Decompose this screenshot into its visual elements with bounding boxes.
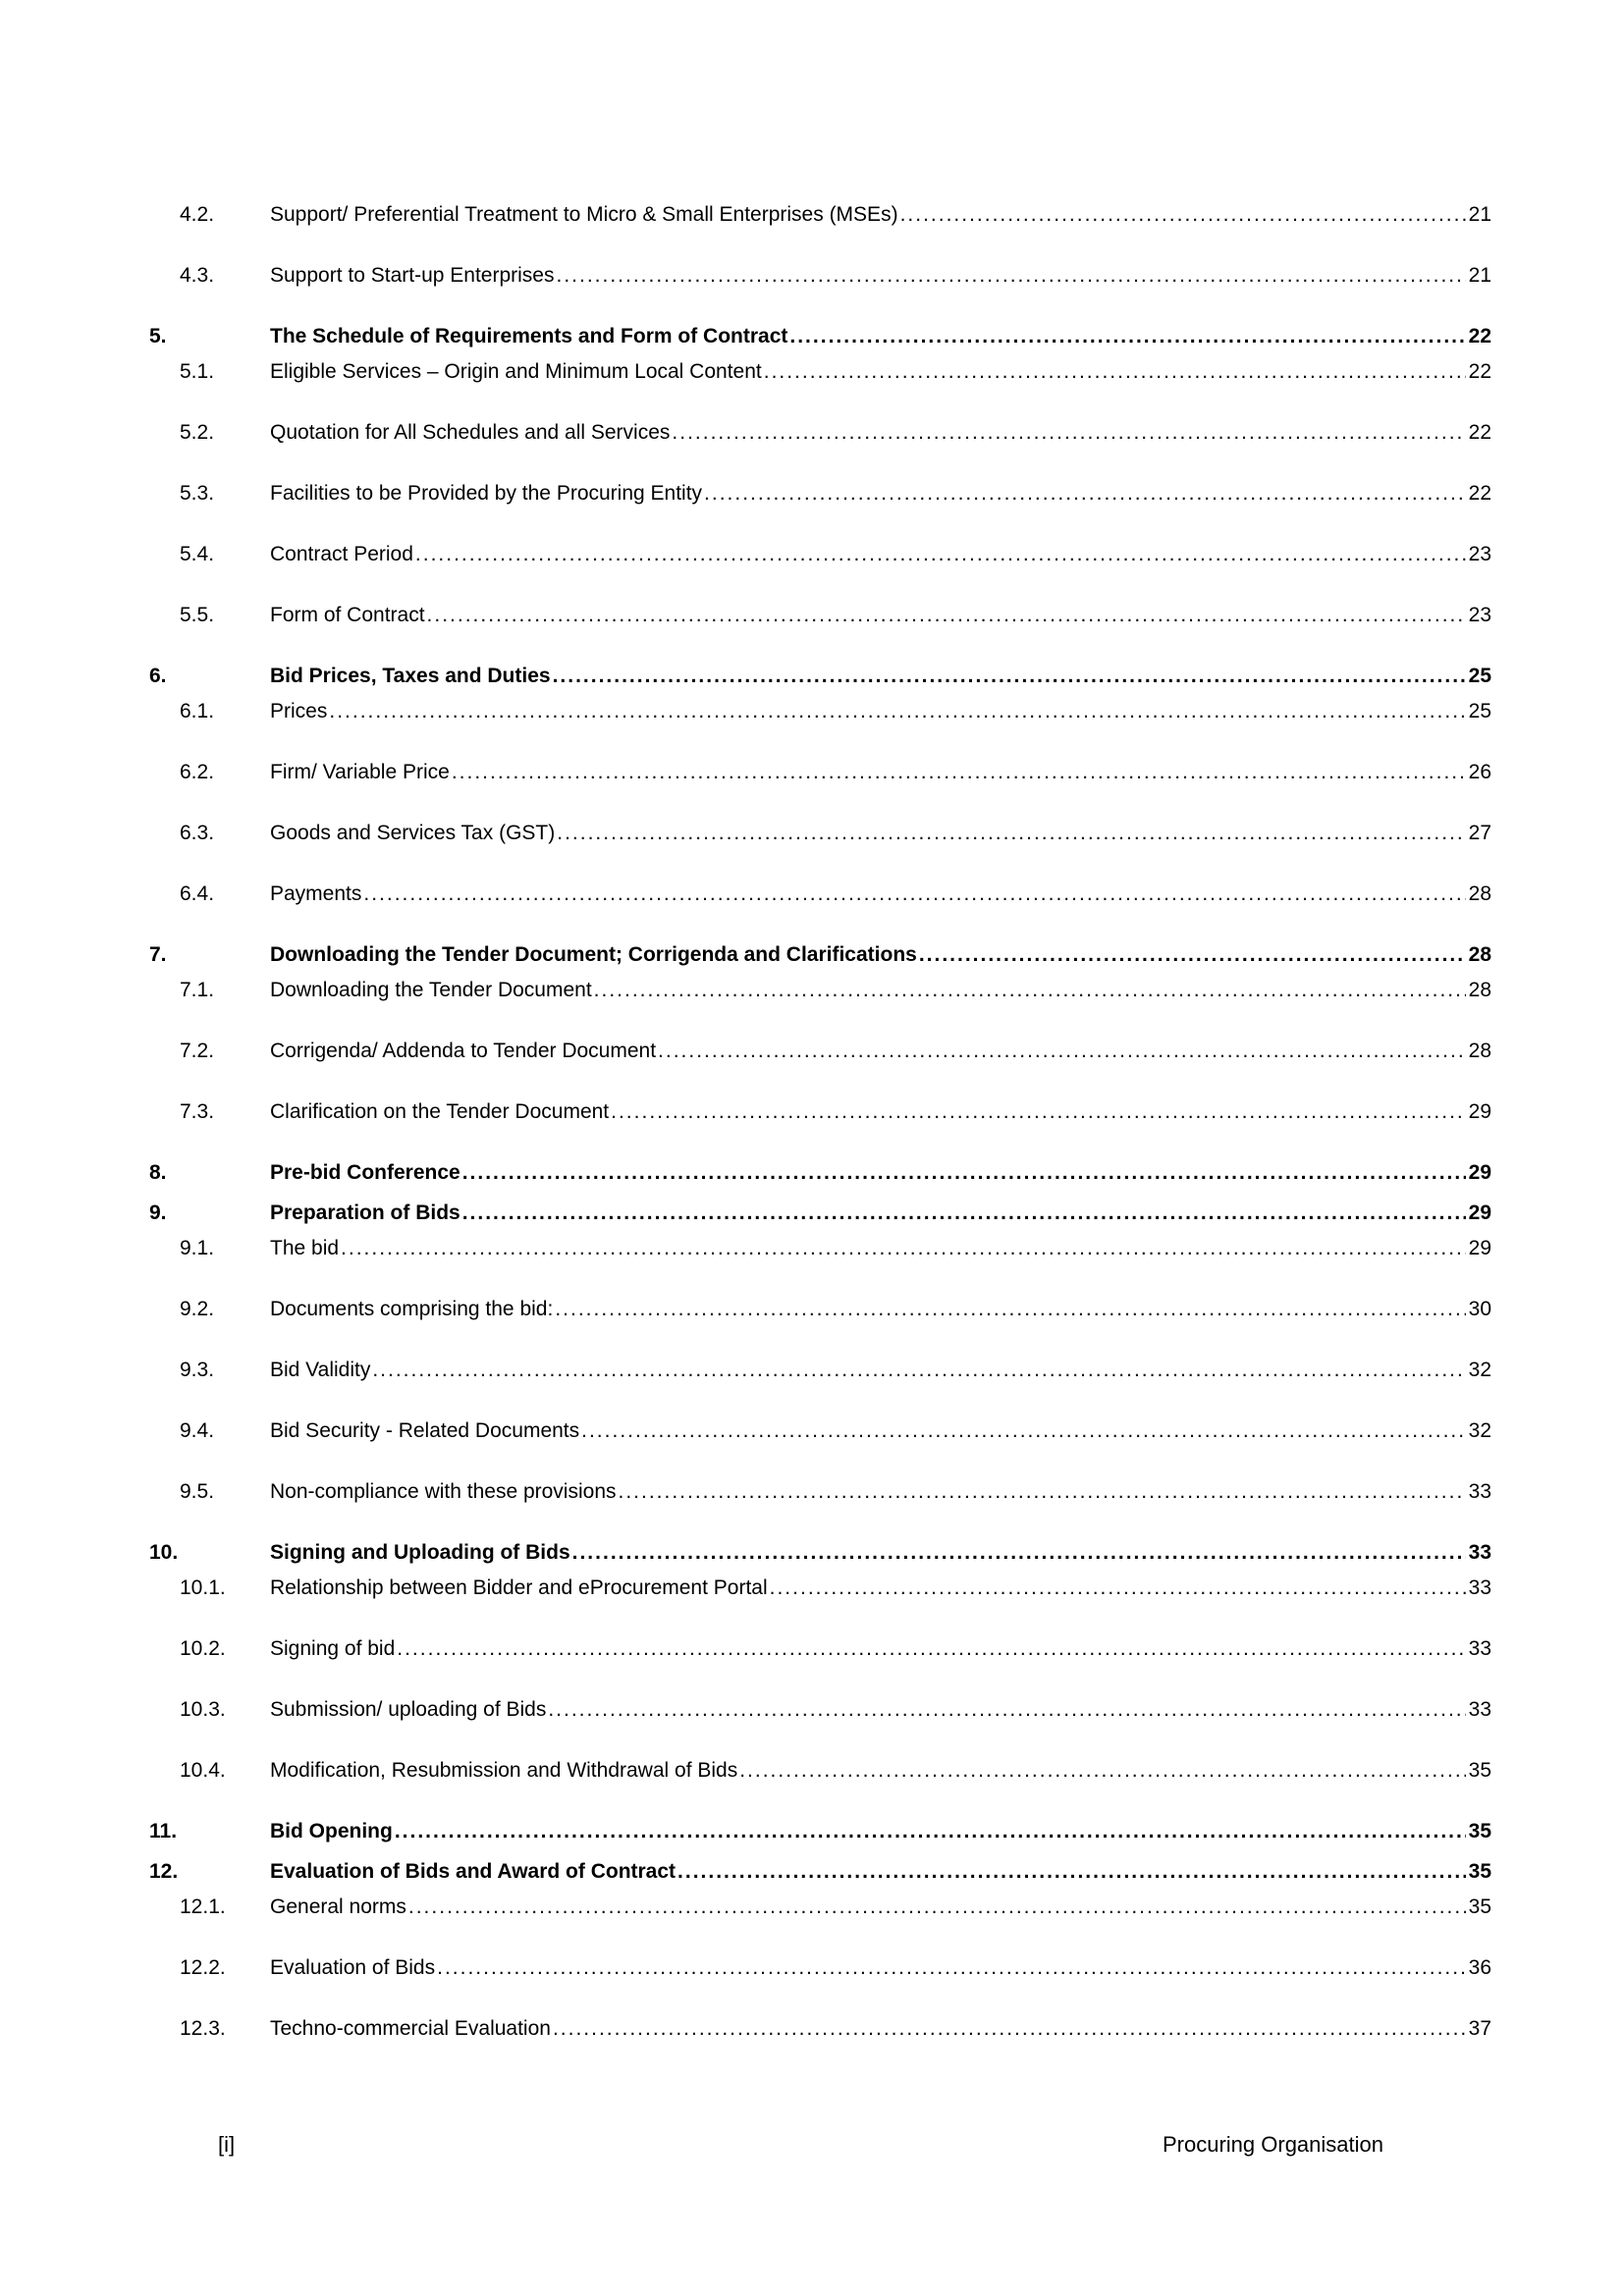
toc-page-number: 28 <box>1468 943 1491 966</box>
toc <box>149 203 1491 2078</box>
toc-entry-title: Pre-bid Conference <box>270 1161 460 1184</box>
toc-leader-dots <box>570 1541 1466 1565</box>
toc-leader-dots <box>555 822 1465 845</box>
toc-row <box>149 1359 1491 1382</box>
toc-row <box>149 325 1491 348</box>
toc-entry-number: 10.2. <box>180 1637 226 1660</box>
toc-entry-title: Clarification on the Tender Document <box>270 1100 610 1123</box>
toc-row <box>149 979 1491 1002</box>
toc-entry-title: Firm/ Variable Price <box>270 761 450 783</box>
toc-row <box>149 1201 1491 1225</box>
toc-row <box>149 1759 1491 1783</box>
toc-entry-title: Corrigenda/ Addenda to Tender Document <box>270 1040 657 1062</box>
toc-entry-number: 9.4. <box>180 1419 215 1442</box>
footer-page-label: [i] <box>218 2132 236 2157</box>
toc-row <box>149 604 1491 627</box>
toc-leader-dots <box>450 761 1466 784</box>
toc-row <box>149 1298 1491 1321</box>
toc-page-number: 29 <box>1468 1161 1491 1184</box>
toc-leader-dots <box>898 203 1466 227</box>
toc-entry-number: 4.3. <box>180 264 215 287</box>
toc-row <box>149 1896 1491 1919</box>
toc-page-number: 33 <box>1468 1480 1491 1503</box>
toc-entry-number: 9.1. <box>180 1237 215 1259</box>
toc-entry-number: 9. <box>149 1201 167 1224</box>
toc-entry-title: The Schedule of Requirements and Form of Contract <box>270 325 788 347</box>
toc-row <box>149 1576 1491 1600</box>
toc-entry-title: Downloading the Tender Document <box>270 979 592 1001</box>
toc-row <box>149 264 1491 288</box>
toc-row <box>149 1637 1491 1661</box>
toc-page-number: 35 <box>1468 1896 1491 1918</box>
toc-row <box>149 665 1491 688</box>
toc-entry-number: 11. <box>149 1820 178 1842</box>
toc-entry-title: Support to Start-up Enterprises <box>270 264 555 287</box>
toc-entry-number: 5.5. <box>180 604 215 626</box>
toc-entry-number: 8. <box>149 1161 167 1184</box>
toc-entry-number: 9.5. <box>180 1480 215 1503</box>
toc-entry-title: Preparation of Bids <box>270 1201 460 1224</box>
toc-entry-number: 5.2. <box>180 421 215 444</box>
toc-entry-title: Support/ Preferential Treatment to Micro & Small Enterprises (MSEs) <box>270 203 898 226</box>
toc-leader-dots <box>787 325 1465 348</box>
toc-leader-dots <box>609 1100 1466 1124</box>
toc-row <box>149 1820 1491 1843</box>
toc-leader-dots <box>551 665 1466 688</box>
toc-entry-title: Bid Prices, Taxes and Duties <box>270 665 551 687</box>
toc-entry-title: The bid <box>270 1237 340 1259</box>
toc-row <box>149 1040 1491 1063</box>
toc-leader-dots <box>551 2017 1466 2041</box>
toc-row <box>149 203 1491 227</box>
toc-row <box>149 360 1491 384</box>
toc-page-number: 33 <box>1468 1541 1491 1564</box>
toc-page-number: 23 <box>1468 543 1491 565</box>
toc-entry-title: Facilities to be Provided by the Procuring Entity <box>270 482 703 505</box>
toc-leader-dots <box>617 1480 1466 1504</box>
toc-leader-dots <box>370 1359 1465 1382</box>
toc-entry-number: 9.3. <box>180 1359 215 1381</box>
toc-row <box>149 1480 1491 1504</box>
toc-page-number: 25 <box>1468 665 1491 687</box>
toc-entry-title: Bid Security - Related Documents <box>270 1419 580 1442</box>
toc-entry-title: Bid Validity <box>270 1359 371 1381</box>
toc-leader-dots <box>339 1237 1466 1260</box>
toc-entry-title: Non-compliance with these provisions <box>270 1480 617 1503</box>
toc-page-number: 22 <box>1468 421 1491 444</box>
toc-page-number: 21 <box>1468 203 1491 226</box>
toc-page-number: 21 <box>1468 264 1491 287</box>
toc-entry-number: 10. <box>149 1541 179 1564</box>
toc-page-number: 26 <box>1468 761 1491 783</box>
toc-row <box>149 1541 1491 1565</box>
toc-entry-title: Contract Period <box>270 543 413 565</box>
toc-leader-dots <box>917 943 1466 967</box>
toc-entry-number: 10.4. <box>180 1759 226 1782</box>
toc-leader-dots <box>327 700 1465 723</box>
toc-page-number: 33 <box>1468 1576 1491 1599</box>
toc-entry-title: Signing and Uploading of Bids <box>270 1541 570 1564</box>
toc-leader-dots <box>768 1576 1466 1600</box>
toc-entry-title: General norms <box>270 1896 406 1918</box>
toc-entry-number: 7. <box>149 943 167 966</box>
toc-page-number: 37 <box>1468 2017 1491 2040</box>
toc-row <box>149 1237 1491 1260</box>
toc-entry-title: Submission/ uploading of Bids <box>270 1698 547 1721</box>
toc-entry-title: Goods and Services Tax (GST) <box>270 822 556 844</box>
toc-entry-number: 5.1. <box>180 360 215 383</box>
toc-row <box>149 761 1491 784</box>
toc-entry-title: Payments <box>270 882 362 905</box>
toc-entry-number: 5.3. <box>180 482 215 505</box>
toc-row <box>149 1698 1491 1722</box>
toc-row <box>149 421 1491 445</box>
toc-leader-dots <box>553 1298 1465 1321</box>
toc-entry-title: Eligible Services – Origin and Minimum Local Content <box>270 360 762 383</box>
toc-entry-number: 7.1. <box>180 979 215 1001</box>
toc-page-number: 33 <box>1468 1637 1491 1660</box>
toc-leader-dots <box>554 264 1465 288</box>
toc-page-number: 32 <box>1468 1419 1491 1442</box>
toc-leader-dots <box>702 482 1466 506</box>
toc-leader-dots <box>393 1820 1466 1843</box>
toc-leader-dots <box>361 882 1465 906</box>
toc-page-number: 36 <box>1468 1956 1491 1979</box>
toc-page-number: 32 <box>1468 1359 1491 1381</box>
footer-organisation-name: Procuring Organisation <box>1162 2132 1383 2157</box>
toc-entry-title: Techno-commercial Evaluation <box>270 2017 551 2040</box>
toc-page-number: 35 <box>1468 1759 1491 1782</box>
toc-entry-number: 12. <box>149 1860 179 1883</box>
toc-leader-dots <box>460 1161 1466 1185</box>
toc-leader-dots <box>460 1201 1466 1225</box>
toc-entry-number: 7.2. <box>180 1040 215 1062</box>
toc-entry-title: Prices <box>270 700 328 722</box>
toc-page-number: 28 <box>1468 979 1491 1001</box>
toc-entry-title: Evaluation of Bids <box>270 1956 436 1979</box>
toc-entry-title: Relationship between Bidder and eProcurement Portal <box>270 1576 768 1599</box>
toc-entry-title: Evaluation of Bids and Award of Contract <box>270 1860 677 1883</box>
toc-page-number: 22 <box>1468 360 1491 383</box>
toc-leader-dots <box>395 1637 1465 1661</box>
toc-entry-number: 6.4. <box>180 882 215 905</box>
toc-row <box>149 543 1491 566</box>
toc-leader-dots <box>413 543 1466 566</box>
toc-row <box>149 482 1491 506</box>
toc-leader-dots <box>592 979 1466 1002</box>
toc-row <box>149 1100 1491 1124</box>
toc-page-number: 30 <box>1468 1298 1491 1320</box>
toc-leader-dots <box>762 360 1466 384</box>
toc-leader-dots <box>579 1419 1466 1443</box>
toc-row <box>149 822 1491 845</box>
toc-page-number: 23 <box>1468 604 1491 626</box>
toc-entry-title: Modification, Resubmission and Withdrawal of Bids <box>270 1759 738 1782</box>
toc-leader-dots <box>656 1040 1466 1063</box>
toc-entry-number: 5. <box>149 325 167 347</box>
toc-page-number: 29 <box>1468 1237 1491 1259</box>
toc-entry-number: 5.4. <box>180 543 215 565</box>
toc-leader-dots <box>425 604 1466 627</box>
toc-entry-number: 6.1. <box>180 700 215 722</box>
toc-row <box>149 700 1491 723</box>
toc-entry-title: Quotation for All Schedules and all Services <box>270 421 671 444</box>
toc-entry-number: 7.3. <box>180 1100 215 1123</box>
toc-page-number: 33 <box>1468 1698 1491 1721</box>
toc-leader-dots <box>737 1759 1465 1783</box>
toc-page-number: 35 <box>1468 1820 1491 1842</box>
toc-entry-title: Downloading the Tender Document; Corrigenda and Clarifications <box>270 943 917 966</box>
toc-entry-number: 12.2. <box>180 1956 226 1979</box>
toc-page-number: 22 <box>1468 325 1491 347</box>
toc-entry-number: 6.3. <box>180 822 215 844</box>
toc-page-number: 29 <box>1468 1201 1491 1224</box>
toc-row <box>149 1860 1491 1884</box>
toc-entry-number: 4.2. <box>180 203 215 226</box>
toc-entry-title: Bid Opening <box>270 1820 393 1842</box>
toc-row <box>149 1956 1491 1980</box>
toc-row <box>149 2017 1491 2041</box>
toc-page-number: 35 <box>1468 1860 1491 1883</box>
toc-leader-dots <box>406 1896 1466 1919</box>
toc-row <box>149 943 1491 967</box>
toc-row <box>149 882 1491 906</box>
toc-leader-dots <box>435 1956 1466 1980</box>
toc-entry-number: 6.2. <box>180 761 215 783</box>
toc-leader-dots <box>546 1698 1465 1722</box>
toc-entry-number: 12.3. <box>180 2017 226 2040</box>
toc-entry-number: 10.1. <box>180 1576 226 1599</box>
toc-leader-dots <box>670 421 1465 445</box>
toc-entry-number: 10.3. <box>180 1698 226 1721</box>
toc-page-number: 25 <box>1468 700 1491 722</box>
toc-entry-number: 9.2. <box>180 1298 215 1320</box>
toc-page-number: 28 <box>1468 1040 1491 1062</box>
toc-entry-title: Documents comprising the bid: <box>270 1298 554 1320</box>
toc-page-number: 22 <box>1468 482 1491 505</box>
toc-entry-number: 6. <box>149 665 167 687</box>
toc-page-number: 29 <box>1468 1100 1491 1123</box>
toc-entry-number: 12.1. <box>180 1896 226 1918</box>
toc-row <box>149 1161 1491 1185</box>
toc-page-number: 28 <box>1468 882 1491 905</box>
toc-leader-dots <box>676 1860 1466 1884</box>
toc-entry-title: Form of Contract <box>270 604 425 626</box>
toc-row <box>149 1419 1491 1443</box>
toc-entry-title: Signing of bid <box>270 1637 396 1660</box>
page-footer <box>218 2132 1383 2158</box>
toc-page-number: 27 <box>1468 822 1491 844</box>
